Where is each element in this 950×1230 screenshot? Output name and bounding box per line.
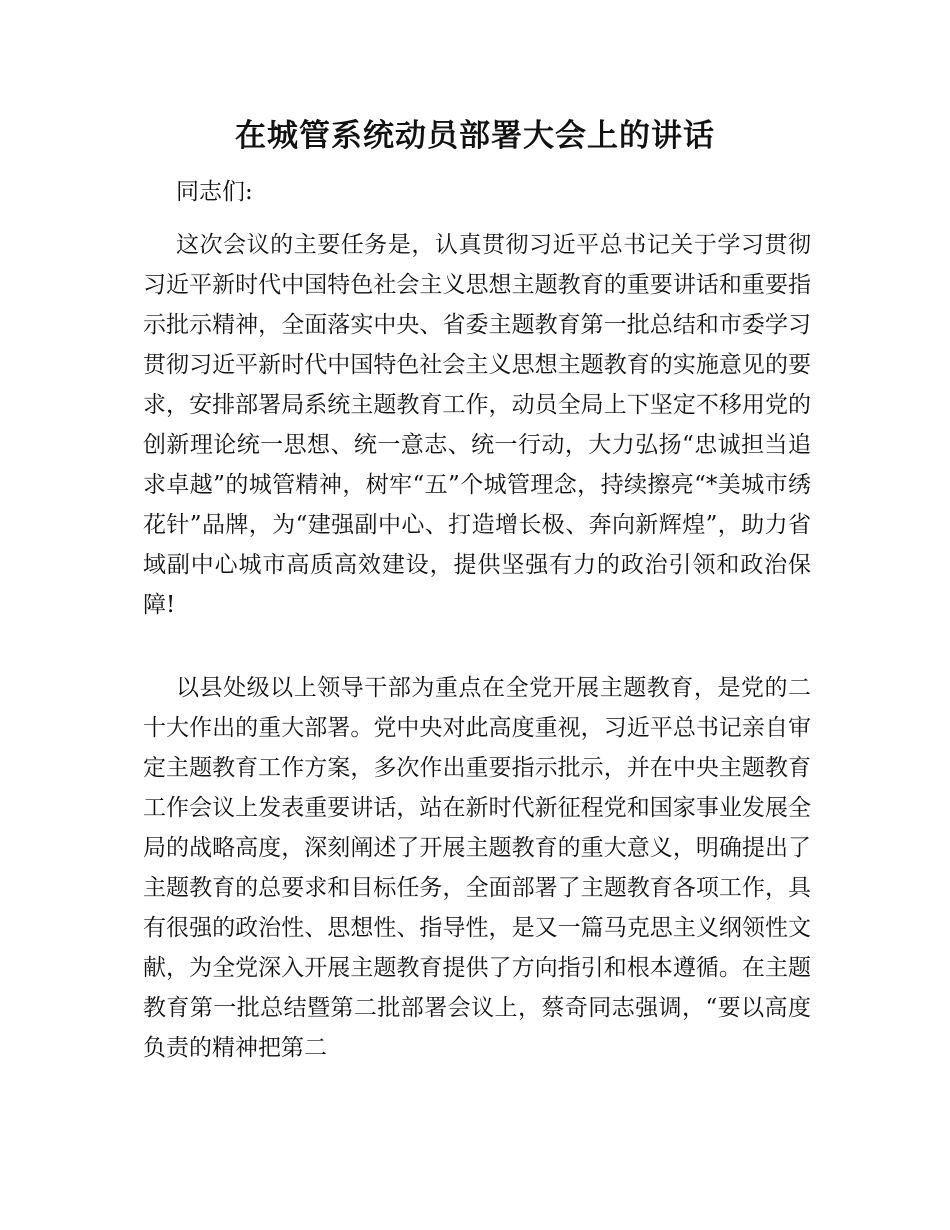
body-paragraph-1: 这次会议的主要任务是，认真贯彻习近平总书记关于学习贯彻习近平新时代中国特色社会主义思想主题教育的重要讲话和重要指示批示精神，全面落实中央、省委主题教育第一批总结和市委学习贯彻习近平新时代中国特色社会主义思想主题教育的实施意见的要求，安排部署局系统主题教育工作，动员全局上下坚定不移用党的创新理论统一思想、统一意志、统一行动，大力弘扬“忠诚担当追求卓越”的城管精神，树牢“五”个城管理念，持续擦亮“*美城市绣花针”品牌，为“建强副中心、打造增长极、奔向新辉煌”，助力省域副中心城市高质高效建设，提供坚强有力的政治引领和政治保障! (143, 232, 811, 618)
salutation: 同志们: (176, 179, 253, 205)
body-paragraph-2: 以县处级以上领导干部为重点在全党开展主题教育，是党的二十大作出的重大部署。党中央对此高度重视，习近平总书记亲自审定主题教育工作方案，多次作出重要指示批示，并在中央主题教育工作会议上发表重要讲话，站在新时代新征程党和国家事业发展全局的战略高度，深刻阐述了开展主题教育的重大意义，明确提出了主题教育的总要求和目标任务，全面部署了主题教育各项工作，具有很强的政治性、思想性、指导性，是又一篇马克思主义纲领性文献，为全党深入开展主题教育提供了方向指引和根本遵循。在主题教育第一批总结暨第二批部署会议上，蔡奇同志强调，“要以高度负责的精神把第二 (143, 675, 811, 1061)
document-title: 在城管系统动员部署大会上的讲话 (235, 118, 715, 154)
